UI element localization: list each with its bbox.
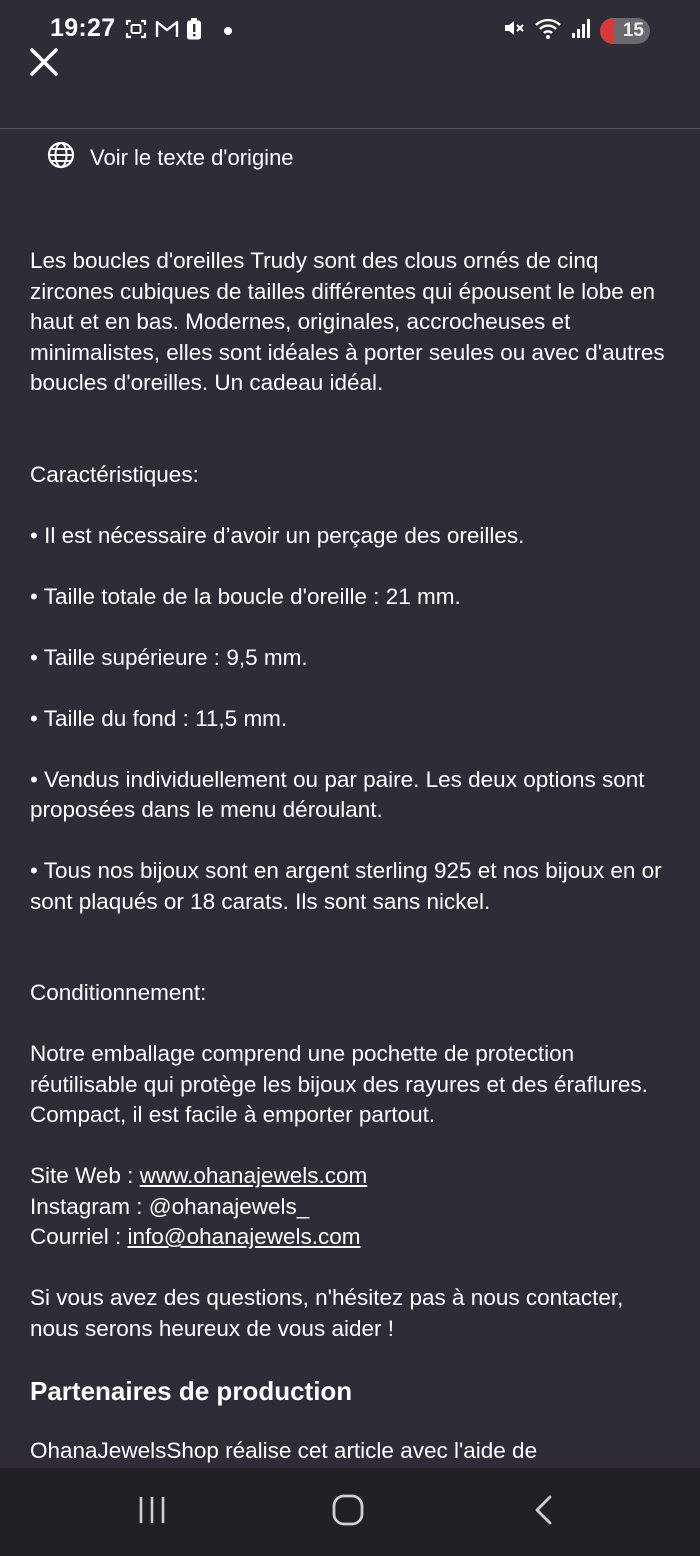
website-label: Site Web : <box>30 1163 140 1188</box>
close-icon <box>28 46 60 83</box>
email-link[interactable]: info@ohanajewels.com <box>127 1224 361 1249</box>
packaging-text: Notre emballage comprend une pochette de protection réutilisable qui protège les bijoux des rayures et des éraflures. Compact, il est facile à emporter partout. <box>30 1041 648 1127</box>
feature-item: • Taille supérieure : 9,5 mm. <box>30 644 308 670</box>
packaging-title: Conditionnement: <box>30 980 207 1005</box>
view-original-text-button[interactable] <box>46 140 294 175</box>
battery-alert-icon <box>186 17 202 46</box>
wifi-icon <box>534 16 562 45</box>
feature-item: • Il est nécessaire d’avoir un perçage des oreilles. <box>30 522 525 548</box>
status-left-icons <box>124 17 233 46</box>
back-icon <box>529 1494 559 1531</box>
partners-heading: Partenaires de production <box>30 1376 353 1406</box>
status-right-icons <box>502 16 650 45</box>
description-intro: Les boucles d'oreilles Trudy sont des clous ornés de cinq zircones cubiques de tailles différentes qui épousent le lobe en haut et en bas. Modernes, originales, accrocheuses et minimalistes, elles sont idéales à porter seules ou avec d'autres boucles d'oreilles. Un cadeau idéal. <box>30 248 665 395</box>
feature-item: • Taille du fond : 11,5 mm. <box>30 705 288 731</box>
feature-item: • Taille totale de la boucle d'oreille : 21 mm. <box>30 583 461 609</box>
features-title: Caractéristiques: <box>30 461 199 487</box>
view-original-text-label: Voir le texte d'origine <box>90 144 294 170</box>
status-time: 19:27 <box>50 14 116 42</box>
header-divider <box>0 128 700 129</box>
email-line <box>30 1222 675 1253</box>
status-bar <box>0 0 700 60</box>
partners-text: OhanaJewelsShop réalise cet article avec l'aide de <box>30 1438 538 1463</box>
contact-text: Si vous avez des questions, n'hésitez pas à nous contacter, nous serons heureux de vous aider ! <box>30 1285 624 1341</box>
globe-icon <box>46 140 76 175</box>
gmail-icon <box>155 19 179 44</box>
home-button[interactable] <box>318 1490 378 1534</box>
website-line <box>30 1161 675 1192</box>
item-description <box>30 246 675 1467</box>
feature-item: • Vendus individuellement ou par paire. Les deux options sont proposées dans le menu déroulant. <box>30 766 645 822</box>
screenshot-icon <box>124 17 148 46</box>
recent-apps-button[interactable] <box>122 1490 182 1534</box>
home-icon <box>331 1493 365 1532</box>
website-link[interactable]: www.ohanajewels.com <box>139 1163 368 1188</box>
dot-icon <box>223 23 233 41</box>
signal-icon <box>570 17 592 44</box>
system-nav-bar <box>0 1468 700 1556</box>
back-button[interactable] <box>514 1490 574 1534</box>
email-label: Courriel : <box>30 1224 128 1249</box>
instagram-line: Instagram : @ohanajewels_ <box>30 1193 310 1219</box>
recent-apps-icon <box>136 1494 168 1531</box>
close-button[interactable] <box>26 46 62 82</box>
battery-icon <box>600 18 650 44</box>
mute-icon <box>502 16 526 45</box>
battery-level: 15 <box>622 19 644 41</box>
feature-item: • Tous nos bijoux sont en argent sterling 925 et nos bijoux en or sont plaqués or 18 carats. Ils sont sans nickel. <box>30 858 662 914</box>
